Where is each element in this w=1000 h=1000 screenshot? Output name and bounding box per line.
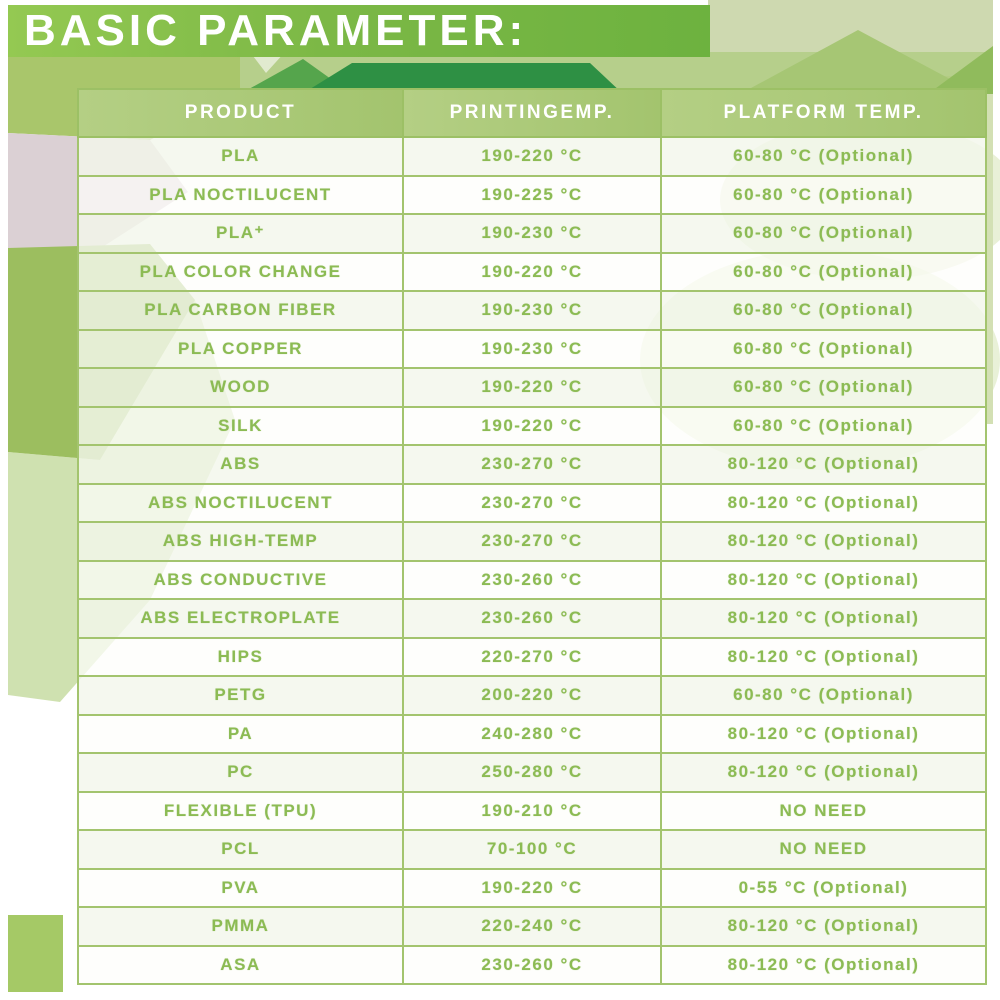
platform-temp-cell: 80-120 °C (Optional): [661, 946, 986, 985]
printing-temp-cell: 190-230 °C: [403, 291, 661, 330]
product-cell: PA: [78, 715, 403, 754]
platform-temp-cell: 60-80 °C (Optional): [661, 330, 986, 369]
table-row: [78, 330, 986, 369]
product-cell: ABS: [78, 445, 403, 484]
platform-temp-cell: 0-55 °C (Optional): [661, 869, 986, 908]
table-row: [78, 869, 986, 908]
printing-temp-cell: 190-225 °C: [403, 176, 661, 215]
printing-temp-cell: 70-100 °C: [403, 830, 661, 869]
printing-temp-cell: 200-220 °C: [403, 676, 661, 715]
table-row: [78, 214, 986, 253]
printing-temp-cell: 230-270 °C: [403, 445, 661, 484]
platform-temp-cell: 60-80 °C (Optional): [661, 214, 986, 253]
printing-temp-cell: 220-270 °C: [403, 638, 661, 677]
printing-temp-cell: 190-220 °C: [403, 253, 661, 292]
product-cell: WOOD: [78, 368, 403, 407]
table-row: [78, 561, 986, 600]
product-cell: PLA NOCTILUCENT: [78, 176, 403, 215]
printing-temp-cell: 240-280 °C: [403, 715, 661, 754]
table-row: [78, 137, 986, 176]
printing-temp-cell: 230-270 °C: [403, 484, 661, 523]
column-header-printing-temp: PRINTINGEMP.: [403, 89, 661, 137]
printing-temp-cell: 250-280 °C: [403, 753, 661, 792]
platform-temp-cell: 80-120 °C (Optional): [661, 753, 986, 792]
table-row: [78, 715, 986, 754]
product-cell: PLA COLOR CHANGE: [78, 253, 403, 292]
platform-temp-cell: NO NEED: [661, 792, 986, 831]
parameters-table: [77, 88, 987, 985]
printing-temp-cell: 190-220 °C: [403, 407, 661, 446]
table-row: [78, 753, 986, 792]
product-cell: PLA COPPER: [78, 330, 403, 369]
product-cell: ABS ELECTROPLATE: [78, 599, 403, 638]
printing-temp-cell: 230-270 °C: [403, 522, 661, 561]
product-cell: PCL: [78, 830, 403, 869]
printing-temp-cell: 190-210 °C: [403, 792, 661, 831]
platform-temp-cell: 80-120 °C (Optional): [661, 561, 986, 600]
table-row: [78, 638, 986, 677]
table-row: [78, 407, 986, 446]
printing-temp-cell: 190-220 °C: [403, 368, 661, 407]
table-header-row: [78, 89, 986, 137]
table-row: [78, 522, 986, 561]
table-row: [78, 907, 986, 946]
table-row: [78, 676, 986, 715]
table-row: [78, 484, 986, 523]
table-row: [78, 445, 986, 484]
platform-temp-cell: 60-80 °C (Optional): [661, 253, 986, 292]
platform-temp-cell: 60-80 °C (Optional): [661, 176, 986, 215]
product-cell: PLA⁺: [78, 214, 403, 253]
printing-temp-cell: 190-230 °C: [403, 214, 661, 253]
column-header-platform-temp: PLATFORM TEMP.: [661, 89, 986, 137]
column-header-product: PRODUCT: [78, 89, 403, 137]
product-cell: ABS NOCTILUCENT: [78, 484, 403, 523]
printing-temp-cell: 190-230 °C: [403, 330, 661, 369]
platform-temp-cell: 80-120 °C (Optional): [661, 638, 986, 677]
platform-temp-cell: 60-80 °C (Optional): [661, 407, 986, 446]
product-cell: FLEXIBLE (TPU): [78, 792, 403, 831]
platform-temp-cell: NO NEED: [661, 830, 986, 869]
product-cell: PC: [78, 753, 403, 792]
platform-temp-cell: 80-120 °C (Optional): [661, 484, 986, 523]
page-title-banner: [8, 5, 710, 57]
printing-temp-cell: 190-220 °C: [403, 869, 661, 908]
printing-temp-cell: 230-260 °C: [403, 946, 661, 985]
product-cell: ABS HIGH-TEMP: [78, 522, 403, 561]
platform-temp-cell: 60-80 °C (Optional): [661, 368, 986, 407]
printing-temp-cell: 190-220 °C: [403, 137, 661, 176]
printing-temp-cell: 220-240 °C: [403, 907, 661, 946]
table-row: [78, 291, 986, 330]
platform-temp-cell: 80-120 °C (Optional): [661, 522, 986, 561]
platform-temp-cell: 60-80 °C (Optional): [661, 676, 986, 715]
product-cell: PETG: [78, 676, 403, 715]
platform-temp-cell: 80-120 °C (Optional): [661, 715, 986, 754]
platform-temp-cell: 60-80 °C (Optional): [661, 291, 986, 330]
platform-temp-cell: 80-120 °C (Optional): [661, 445, 986, 484]
table-row: [78, 946, 986, 985]
product-cell: PLA CARBON FIBER: [78, 291, 403, 330]
table-row: [78, 830, 986, 869]
platform-temp-cell: 80-120 °C (Optional): [661, 907, 986, 946]
printing-temp-cell: 230-260 °C: [403, 561, 661, 600]
table-row: [78, 176, 986, 215]
platform-temp-cell: 80-120 °C (Optional): [661, 599, 986, 638]
table-row: [78, 599, 986, 638]
product-cell: PVA: [78, 869, 403, 908]
page-title: BASIC PARAMETER:: [24, 6, 528, 55]
printing-temp-cell: 230-260 °C: [403, 599, 661, 638]
product-cell: ASA: [78, 946, 403, 985]
product-cell: HIPS: [78, 638, 403, 677]
product-cell: PMMA: [78, 907, 403, 946]
table-row: [78, 253, 986, 292]
table-row: [78, 368, 986, 407]
platform-temp-cell: 60-80 °C (Optional): [661, 137, 986, 176]
product-cell: SILK: [78, 407, 403, 446]
table-row: [78, 792, 986, 831]
product-cell: PLA: [78, 137, 403, 176]
product-cell: ABS CONDUCTIVE: [78, 561, 403, 600]
